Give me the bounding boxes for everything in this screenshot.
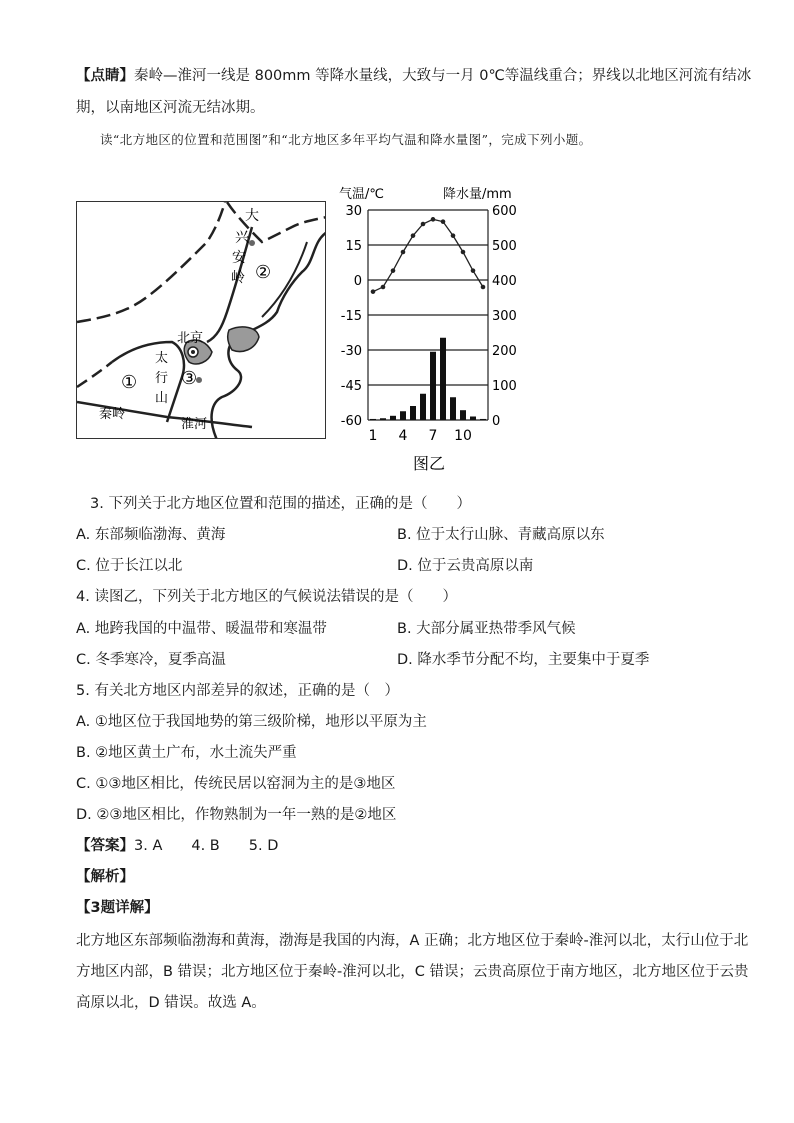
question-3-stem: 3. 下列关于北方地区位置和范围的描述，正确的是（ ）	[90, 496, 471, 512]
temperature-point	[371, 289, 376, 294]
precip-bar	[380, 418, 386, 420]
left-tick-label: 30	[345, 204, 362, 219]
question-3-option-d: D. 位于云贵高原以南	[397, 558, 534, 574]
analysis-tag: 【解析】	[76, 869, 134, 885]
intro-line-1	[76, 66, 751, 86]
detail-line-2: 方地区内部，B 错误；北方地区位于秦岭-淮河以北，C 错误；云贵高原位于南方地区，北方地区位于云贵	[76, 964, 749, 980]
temperature-point	[391, 268, 396, 273]
question-4-option-b: B. 大部分属亚热带季风气候	[397, 621, 576, 637]
chart-line	[371, 217, 486, 294]
question-5-option-b: B. ②地区黄土广布，水土流失严重	[76, 745, 297, 761]
precip-bar	[400, 411, 406, 420]
answer-text: 3. A 4. B 5. D	[134, 838, 279, 854]
question-4-option-a: A. 地跨我国的中温带、暖温带和寒温带	[76, 621, 327, 637]
map-label-huaihe: 淮河	[181, 417, 208, 432]
detail-line-3: 高原以北，D 错误。故选 A。	[76, 995, 266, 1011]
left-tick-label: 0	[353, 274, 362, 289]
map-label-an: 安	[232, 250, 246, 266]
question-3-option-c: C. 位于长江以北	[76, 558, 183, 574]
detail-line-1: 北方地区东部频临渤海和黄海，渤海是我国的内海，A 正确；北方地区位于秦岭-淮河以北，太行山位于北	[76, 933, 749, 949]
map-label-region1: ①	[121, 372, 138, 393]
temperature-point	[451, 233, 456, 238]
temperature-point	[471, 268, 476, 273]
right-tick-label: 200	[492, 344, 517, 359]
left-tick-label: -30	[340, 344, 362, 359]
precip-bar	[460, 410, 466, 420]
x-tick-label: 7	[428, 428, 438, 444]
intro-line-2: 期，以南地区河流无结冰期。	[76, 100, 265, 116]
precip-bar	[430, 352, 436, 420]
temperature-point	[401, 250, 406, 255]
left-tick-label: -15	[340, 309, 362, 324]
precip-bar	[410, 406, 416, 420]
precip-bar	[450, 397, 456, 420]
map-label-region3: ③	[181, 368, 198, 389]
question-5-option-a: A. ①地区位于我国地势的第三级阶梯，地形以平原为主	[76, 714, 427, 730]
map-label-ling: 岭	[231, 270, 245, 286]
tip-tag: 【点睛】	[76, 68, 134, 84]
city-dot	[249, 240, 255, 246]
tip-text-1: 秦岭—淮河一线是 800mm 等降水量线，大致与一月 0℃等温线重合；界线以北地区河流有结冰	[134, 68, 752, 84]
precip-bar	[440, 338, 446, 420]
chart-left-axis-label: 气温/℃	[339, 187, 384, 202]
temperature-point	[481, 285, 486, 290]
question-3-option-b: B. 位于太行山脉、青藏高原以东	[397, 527, 605, 543]
national-border-north	[77, 202, 225, 322]
precip-bar	[390, 416, 396, 420]
answer-line	[76, 836, 278, 856]
question-5-option-c: C. ①③地区相比，传统民居以窑洞为主的是③地区	[76, 776, 396, 792]
temperature-point	[381, 285, 386, 290]
map-svg	[77, 202, 326, 439]
west-border	[77, 362, 112, 387]
chart-grid	[368, 210, 488, 420]
temperature-point	[461, 250, 466, 255]
right-tick-label: 500	[492, 239, 517, 254]
question-4-stem: 4. 读图乙，下列关于北方地区的气候说法错误的是（ ）	[76, 589, 457, 605]
right-tick-label: 100	[492, 379, 517, 394]
north-region-map	[76, 201, 326, 439]
map-label-tai: 太	[155, 351, 169, 366]
chart-title: 图乙	[413, 454, 446, 473]
temperature-point	[411, 233, 416, 238]
precip-bar	[420, 394, 426, 420]
climate-chart-svg	[333, 180, 533, 480]
precip-bar	[370, 419, 376, 420]
precip-bar	[470, 417, 476, 421]
map-label-qinling: 秦岭	[99, 407, 126, 422]
question-5-option-d: D. ②③地区相比，作物熟制为一年一熟的是②地区	[76, 807, 397, 823]
map-label-shan: 山	[155, 391, 169, 406]
left-tick-label: -60	[340, 414, 362, 429]
chart-x-ticks	[369, 428, 472, 444]
map-label-xing: 兴	[235, 230, 249, 246]
right-tick-label: 400	[492, 274, 517, 289]
right-tick-label: 300	[492, 309, 517, 324]
beijing-marker-dot	[191, 350, 195, 354]
question-4-option-c: C. 冬季寒冷，夏季高温	[76, 652, 226, 668]
chart-right-ticks	[492, 204, 517, 429]
chart-right-axis-label: 降水量/mm	[443, 187, 512, 202]
map-label-beijing: 北京	[177, 331, 204, 346]
right-tick-label: 0	[492, 414, 501, 429]
question-3-option-a: A. 东部频临渤海、黄海	[76, 527, 226, 543]
map-label-da: 大	[245, 208, 259, 224]
liaohe-area	[228, 327, 259, 352]
map-label-region2: ②	[255, 262, 272, 283]
instruction: 读“北方地区的位置和范围图”和“北方地区多年平均气温和降水量图”，完成下列小题。	[100, 132, 592, 147]
answer-tag: 【答案】	[76, 838, 134, 854]
x-tick-label: 10	[454, 428, 472, 444]
chart-left-ticks	[341, 204, 362, 429]
temperature-point	[421, 222, 426, 227]
left-tick-label: -45	[340, 379, 362, 394]
question-4-option-d: D. 降水季节分配不均，主要集中于夏季	[397, 652, 650, 668]
x-tick-label: 4	[398, 428, 408, 444]
detail-tag: 【3题详解】	[76, 900, 159, 916]
temperature-point	[441, 219, 446, 224]
left-tick-label: 15	[345, 239, 362, 254]
question-5-stem: 5. 有关北方地区内部差异的叙述，正确的是（ ）	[76, 683, 399, 699]
temperature-point	[431, 217, 436, 222]
right-tick-label: 600	[492, 204, 517, 219]
precip-bar	[480, 419, 486, 420]
climate-chart	[333, 180, 533, 480]
map-label-hang: 行	[155, 371, 169, 386]
x-tick-label: 1	[368, 428, 378, 444]
temperature-line	[373, 219, 483, 291]
